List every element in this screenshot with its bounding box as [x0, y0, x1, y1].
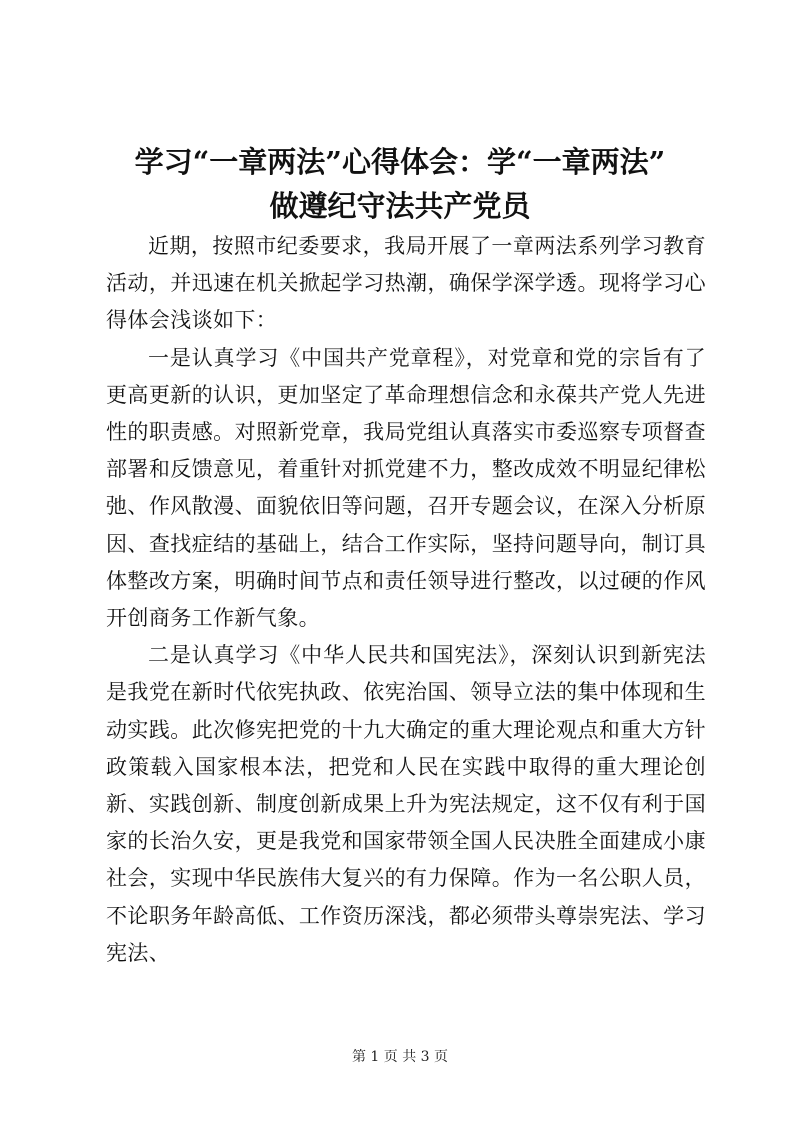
paragraph-national-constitution: 二是认真学习《中华人民共和国宪法》，深刻认识到新宪法是我党在新时代依宪执政、依宪治国、领导立法的集中体现和生动实践。此次修宪把党的十九大确定的重大理论观点和重大方针政策载入国家根本法，把党和人民在实践中取得的重大理论创新、实践创新、制度创新成果上升为宪法规定，这不仅有利于国家的长治久安，更是我党和国家带领全国人民决胜全面建成小康社会，实现中华民族伟大复兴的有力保障。作为一名公职人员，不论职务年龄高低、工作资历深浅，都必须带头尊崇宪法、学习宪法、	[106, 643, 706, 965]
page-footer: 第 1 页 共 3 页	[351, 1049, 449, 1065]
document-title-line-1: 学习“一章两法”心得体会：学“一章两法”	[134, 145, 666, 179]
paragraph-intro: 近期，按照市纪委要求，我局开展了一章两法系列学习教育活动，并迅速在机关掀起学习热潮，确保学深学透。现将学习心得体会浅谈如下：	[106, 234, 706, 333]
document-title-line-2: 做遵纪守法共产党员	[269, 189, 531, 223]
paragraph-party-constitution: 一是认真学习《中国共产党章程》，对党章和党的宗旨有了更高更新的认识，更加坚定了革命理想信念和永葆共产党人先进性的职责感。对照新党章，我局党组认真落实市委巡察专项督查部署和反馈意见，着重针对抓党建不力，整改成效不明显纪律松弛、作风散漫、面貌依旧等问题，召开专题会议，在深入分析原因、查找症结的基础上，结合工作实际，坚持问题导向，制订具体整改方案，明确时间节点和责任领导进行整改，以过硬的作风开创商务工作新气象。	[106, 345, 706, 631]
document-body	[106, 228, 706, 972]
